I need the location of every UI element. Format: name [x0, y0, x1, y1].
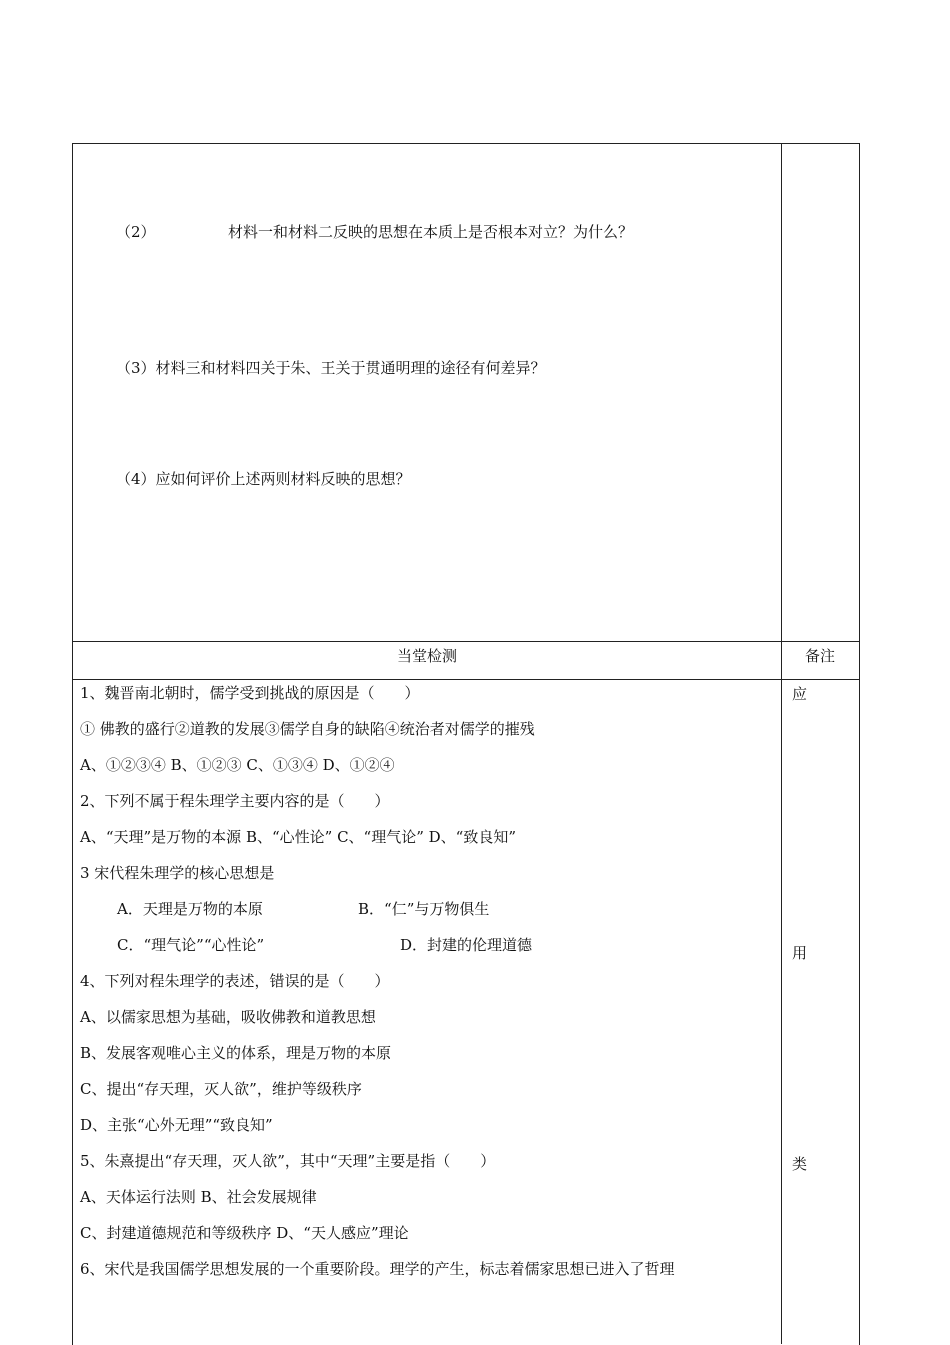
side-note-2: 用: [792, 944, 808, 962]
question-line: 6、宋代是我国儒学思想发展的一个重要阶段。理学的产生，标志着儒家思想已进入了哲理: [80, 1260, 675, 1278]
question-line: 3 宋代程朱理学的核心思想是: [80, 864, 275, 882]
question-3: （3）材料三和材料四关于朱、王关于贯通明理的途径有何差异？: [116, 359, 546, 377]
question-4: （4）应如何评价上述两则材料反映的思想？: [116, 470, 411, 488]
notes-header: 备注: [804, 647, 835, 665]
question-line: A、以儒家思想为基础，吸收佛教和道教思想: [80, 1008, 376, 1026]
question-line: C、封建道德规范和等级秩序 D、“天人感应”理论: [80, 1224, 409, 1242]
question-line: 1、魏晋南北朝时，儒学受到挑战的原因是（ ）: [80, 684, 420, 702]
question-line: C、提出“存天理，灭人欲”，维护等级秩序: [80, 1080, 362, 1098]
question-line: 2、下列不属于程朱理学主要内容的是（ ）: [80, 792, 390, 810]
option-c: C．“理气论”“心性论”: [117, 936, 265, 954]
row-divider-top: [72, 641, 859, 642]
question-2-number: （2）: [116, 223, 156, 241]
question-line: 4、下列对程朱理学的表述，错误的是（ ）: [80, 972, 390, 990]
side-note-3: 类: [792, 1155, 808, 1173]
option-a: A．天理是万物的本原: [117, 900, 263, 918]
question-2-line: [116, 222, 633, 242]
question-line: A、天体运行法则 B、社会发展规律: [80, 1188, 317, 1206]
row-divider-header: [72, 679, 859, 680]
question-line: B、发展客观唯心主义的体系，理是万物的本原: [80, 1044, 392, 1062]
question-2-text: 材料一和材料二反映的思想在本质上是否根本对立？为什么？: [228, 223, 634, 241]
side-note-1: 应: [792, 685, 808, 703]
question-line: D、主张“心外无理”“致良知”: [80, 1116, 273, 1134]
question-line: A、“天理”是万物的本源 B、“心性论” C、“理气论” D、“致良知”: [80, 828, 517, 846]
question-line: ① 佛教的盛行②道教的发展③儒学自身的缺陷④统治者对儒学的摧残: [80, 720, 535, 738]
option-b: B．“仁”与万物俱生: [358, 900, 490, 918]
option-d: D．封建的伦理道德: [400, 936, 533, 954]
column-divider: [781, 143, 782, 1344]
question-line: A、①②③④ B、①②③ C、①③④ D、①②④: [80, 756, 395, 774]
question-line: 5、朱熹提出“存天理，灭人欲”，其中“天理”主要是指（ ）: [80, 1152, 496, 1170]
section-title: 当堂检测: [396, 647, 457, 665]
